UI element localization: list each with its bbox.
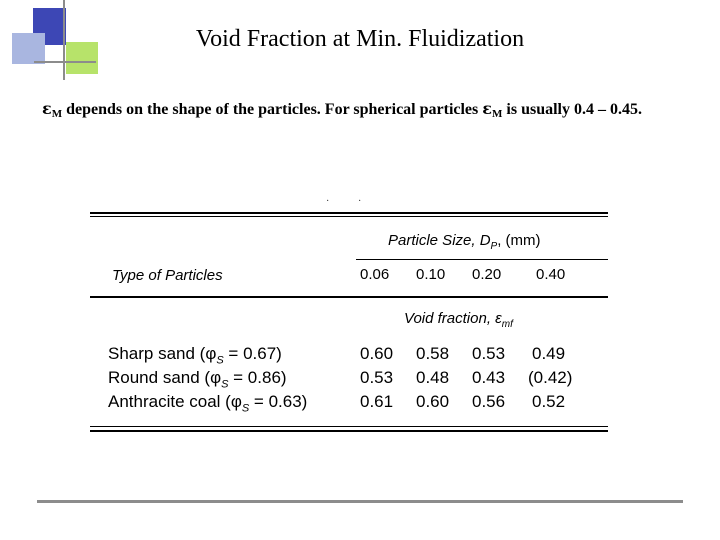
particle-size-header: Particle Size, $D_P$, (mm)	[388, 232, 541, 252]
paragraph-text-2: is usually 0.4 – 0.45.	[502, 101, 642, 118]
paragraph-text-1: depends on the shape of the particles. For spherical particles	[62, 101, 483, 118]
table-rule-top-thin	[90, 216, 608, 217]
body-paragraph	[42, 96, 682, 127]
table-cell: 0.53	[360, 368, 394, 387]
size-header-3: 0.40	[536, 266, 566, 283]
decor-footer-line	[37, 500, 683, 503]
scan-speck: ·	[326, 196, 330, 207]
slide-title: Void Fraction at Min. Fluidization	[195, 26, 525, 52]
void-fraction-label: Void fraction, $\varepsilon_{mf}$	[404, 310, 513, 330]
size-header-0: 0.06	[360, 266, 390, 283]
table-cell: 0.43	[472, 368, 506, 387]
row-label-anthracite-coal: Anthracite coal $(\varphi_S = 0.63)$	[108, 392, 308, 415]
table-cell: 0.60	[360, 344, 394, 363]
table-rule-bottom	[90, 430, 608, 432]
table-rule-header-bottom	[90, 296, 608, 298]
table-rule-bottom-thin	[90, 426, 608, 427]
table-cell: 0.61	[360, 392, 394, 411]
table-cell: 0.49	[532, 344, 566, 363]
table-cell: (0.42)	[528, 368, 573, 387]
decor-horizontal-line	[34, 61, 96, 63]
epsilon-symbol-2: ε	[482, 99, 492, 118]
table-cell: 0.60	[416, 392, 450, 411]
row-label-round-sand: Round sand $(\varphi_S = 0.86)$	[108, 368, 287, 391]
scan-speck-2: ·	[358, 196, 362, 207]
row-label-sharp-sand: Sharp sand $(\varphi_S = 0.67)$	[108, 344, 282, 367]
void-fraction-table	[90, 212, 610, 434]
table-cell: 0.56	[472, 392, 506, 411]
type-of-particles-header: Type of Particles	[112, 267, 223, 284]
table-cell: 0.48	[416, 368, 450, 387]
table-cell: 0.52	[532, 392, 566, 411]
table-cell: 0.53	[472, 344, 506, 363]
table-rule-top	[90, 212, 608, 214]
epsilon-subscript-2: M	[492, 108, 503, 120]
size-header-1: 0.10	[416, 266, 446, 283]
size-header-2: 0.20	[472, 266, 502, 283]
epsilon-subscript: M	[51, 108, 63, 120]
table-cell: 0.58	[416, 344, 450, 363]
epsilon-symbol: ε	[42, 99, 52, 118]
table-rule-size-header	[356, 259, 608, 260]
